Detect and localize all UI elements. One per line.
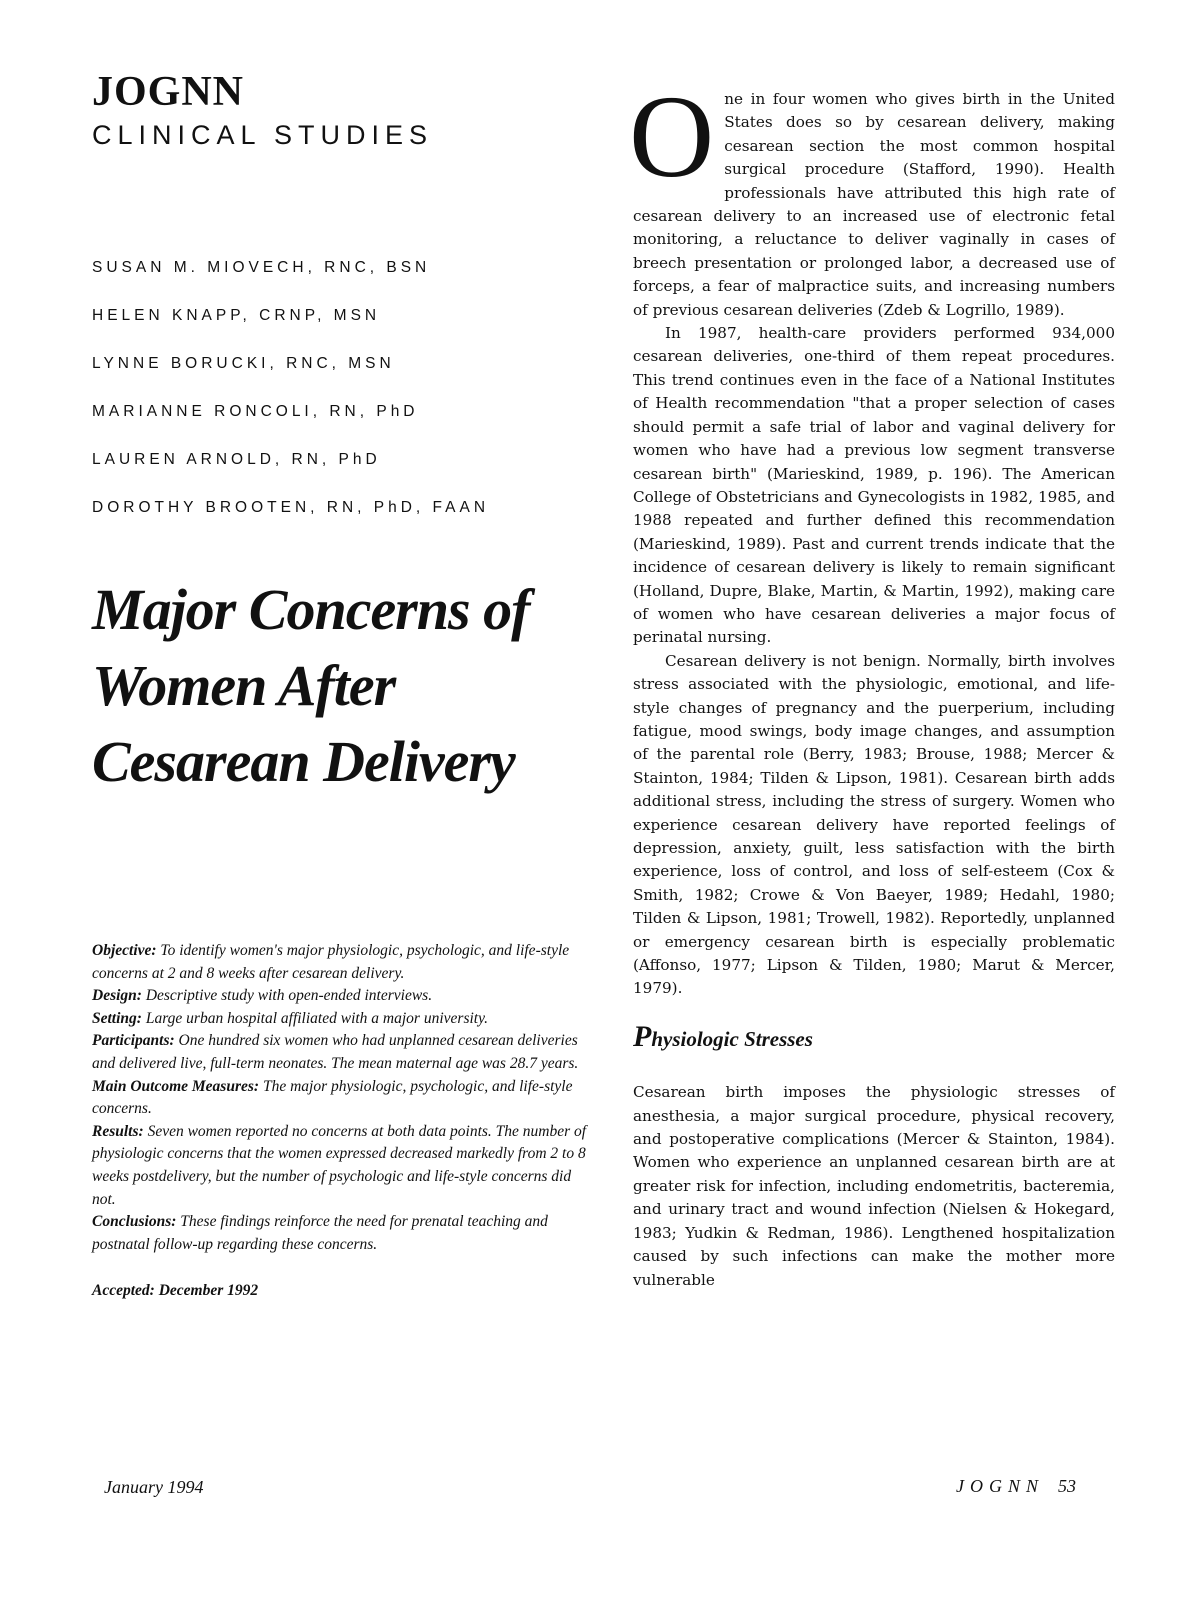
abstract-measures [92,1076,592,1121]
setting-label: Setting: [92,1009,142,1027]
setting-text: Large urban hospital affiliated with a major university. [145,1009,488,1027]
body-paragraph: Cesarean birth imposes the physiologic stresses of anesthesia, a major surgical procedure, physical recovery, and postoperative complications (Mercer & Stainton, 1984). Women who experience an unplanned cesarean birth are at greater risk for infection, including endometritis, bacteremia, and urinary tract and wound infection (Nielsen & Hokegard, 1983; Yudkin & Redman, 1986). Lengthened hospitalization caused by such infections can make the mother more vulnerable [633,1083,1115,1289]
section-heading [633,1019,1115,1053]
author-list [92,244,592,532]
abstract-design [92,985,592,1008]
abstract-results [92,1121,592,1211]
footer-journal-name: JOGNN [956,1476,1044,1496]
author: SUSAN M. MIOVECH, RNC, BSN [92,259,431,276]
heading-text: hysiologic Stresses [651,1026,813,1051]
measures-label: Main Outcome Measures: [92,1077,260,1095]
design-text: Descriptive study with open-ended interviews. [145,987,433,1005]
heading-cap: P [633,1019,652,1053]
conclusions-text: These findings reinforce the need for prenatal teaching and postnatal follow-up regarding these concerns. [92,1213,548,1253]
body-paragraph: Cesarean delivery is not benign. Normally, birth involves stress associated with the physiologic, emotional, and life-style changes of pregnancy and the puerperium, including fatigue, mood swings, body image changes, and assumption of the parental role (Berry, 1983; Brouse, 1988; Mercer & Stainton, 1984; Tilden & Lipson, 1981). Cesarean birth adds additional stress, including the stress of surgery. Women who experience cesarean delivery have reported feelings of depression, anxiety, guilt, less satisfaction with the birth experience, loss of control, and loss of self-esteem (Cox & Smith, 1982; Crowe & Von Baeyer, 1989; Hedahl, 1980; Tilden & Lipson, 1981; Trowell, 1982). Reportedly, unplanned or emergency cesarean birth is especially problematic (Affonso, 1977; Lipson & Tilden, 1980; Marut & Mercer, 1979). [633,651,1115,998]
author: DOROTHY BROOTEN, RN, PhD, FAAN [92,499,490,516]
abstract-objective [92,940,592,985]
abstract-conclusions [92,1211,592,1256]
paragraph-text: ne in four women who gives birth in the United States does so by cesarean delivery, making cesarean section the most common hospital surgical procedure (Stafford, 1990). Health professionals have attributed this high rate of cesarean delivery to an increased use of electronic fetal monitoring, a reluctance to deliver vaginally in cases of breech presentation or prolonged labor, a decreased use of forceps, a fear of malpractice suits, and increasing numbers of previous cesarean deliveries (Zdeb & Logrillo, 1989). [633,90,1115,319]
left-column [92,70,592,800]
body-paragraph: In 1987, health-care providers performed 934,000 cesarean deliveries, one-third of them repeat procedures. This trend continues even in the face of a National Institutes of Health recommendation "that a proper selection of cases should permit a safe trial of labor and vaginal delivery for women who have had a previous low segment transverse cesarean birth" (Marieskind, 1989, p. 196). The American College of Obstetricians and Gynecologists in 1982, 1985, and 1988 repeated and further defined this recommendation (Marieskind, 1989). Past and current trends indicate that the incidence of cesarean delivery is likely to remain significant (Holland, Dupre, Blake, Martin, & Martin, 1992), making care of women who have cesarean deliveries a major focus of perinatal nursing. [633,324,1115,647]
body-paragraph [629,71,1115,322]
page-number: 53 [1058,1476,1076,1496]
journal-name: JOGNN [92,69,244,115]
results-text: Seven women reported no concerns at both data points. The number of physiologic concerns that the women expressed decreased markedly from 2 to 8 weeks postdelivery, but the number of psychologic and life-style concerns did not. [92,1122,587,1208]
measures-text: The major physiologic, psychologic, and life-style concerns. [92,1077,573,1118]
article-title [92,572,592,800]
abstract-setting [92,1008,592,1031]
results-label: Results: [92,1122,144,1140]
objective-text: To identify women's major physiologic, psychologic, and life-style concerns at 2 and 8 weeks after cesarean delivery. [92,942,570,982]
section-title: CLINICAL STUDIES [92,120,434,150]
right-column [629,71,1115,1292]
footer-journal [956,1476,1076,1497]
title-line: Women After [92,653,396,718]
accepted-date: Accepted: December 1992 [92,1282,259,1300]
drop-cap: O [629,71,715,202]
conclusions-label: Conclusions: [92,1213,177,1231]
title-line: Major Concerns of [92,577,530,642]
participants-label: Participants: [92,1032,175,1050]
design-label: Design: [92,987,142,1005]
abstract [92,940,592,1303]
footer-date: January 1994 [104,1477,204,1497]
participants-text: One hundred six women who had unplanned cesarean deliveries and delivered live, full-term neonates. The mean maternal age was 28.7 years. [92,1032,579,1072]
author: MARIANNE RONCOLI, RN, PhD [92,403,419,420]
objective-label: Objective: [92,942,157,959]
author: HELEN KNAPP, CRNP, MSN [92,307,381,324]
author: LYNNE BORUCKI, RNC, MSN [92,355,395,372]
title-line: Cesarean Delivery [92,729,515,794]
abstract-participants [92,1030,592,1075]
author: LAUREN ARNOLD, RN, PhD [92,451,381,468]
